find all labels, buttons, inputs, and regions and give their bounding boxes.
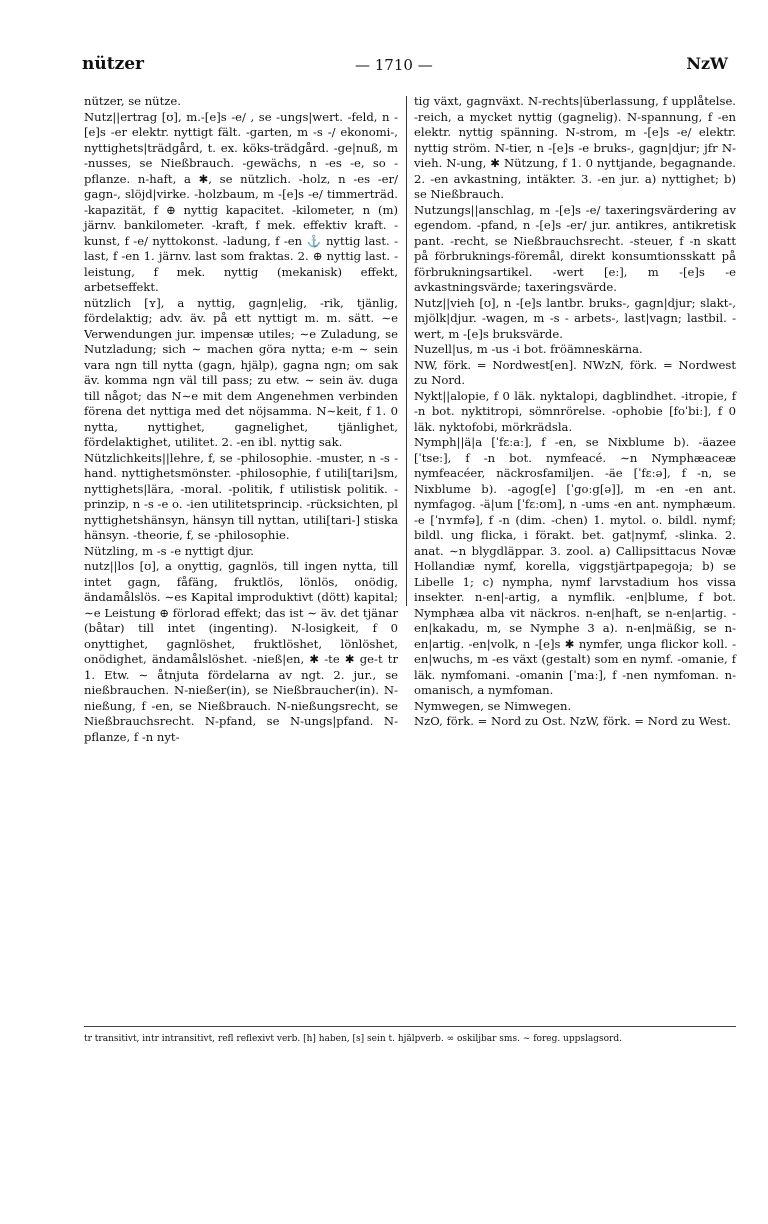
right-column: [414, 94, 736, 730]
dictionary-entry: Nymph||ä|a [ˈfɛːaː], f -en, se Nixblume b). -äazee [ˈtseː], f -n bot. nymfeacé. ∼n Nymphæaceæ nymfeacéer, näckrosfamiljen. -äe [ˈfɛːə], f -n, se Nixblume b). -agog[e] [ˈgoːg[ə]], m -en -en ant. nymfagog. -ä|um [ˈfɛːʊm], n -ums -en ant. nymphæum. -e [ˈnʏmfə], f -n (dim. -chen) 1. mytol. o. bildl. nymf; bildl. ung flicka, i förakt. bet. gat|nymf, -slinka. 2. anat. ∼n blygdläppar. 3. zool. a) Callipsittacus Novæ Hollandiæ nymf, korella, viggstjärtpapegoja; b) se Libelle 1; c) nympha, nymf larvstadium hos vissa insekter. n-en|-artig, a nymflik. -en|blume, f bot. Nymphæa alba vit näckros. n-en|haft, se n-en|artig. -en|kakadu, m, se Nymphe 3 a). n-en|mäßig, se n-en|artig. -en|volk, n -[e]s ✱ nymfer, unga flickor koll. -en|wuchs, m -es växt (gestalt) som en nymf. -omanie, f läk. nymfomani. -omanin [ˈmaː], f -nen nymfoman. n-omanisch, a nymfoman.: [414, 435, 736, 697]
dictionary-entry: Nymwegen, se Nimwegen.: [414, 698, 572, 713]
left-column: [84, 94, 398, 745]
abbreviation-key: tr transitivt, intr intransitivt, refl reflexivt verb. [h] haben, [s] sein t. hjälpverb. ∞ oskiljbar sms. ∼ foreg. uppslagsord.: [84, 1034, 622, 1044]
dictionary-entry: nutz||los [ʊ], a onyttig, gagnlös, till ingen nytta, till intet gagn, fåfäng, fruktlös, lönlös, onödig, ändamålslös. ∼es Kapital improduktivt (dött) kapital; ∼e Leistung ⊕ förlorad effekt; das ist ∼ äv. det tjänar (båtar) till intet (ingenting). N-losigkeit, f 0 onyttighet, gagnlöshet, fruktlöshet, lönlöshet, onödighet, ändamålslöshet. -nieß|en, ✱ -te ✱ ge-t tr 1. Etw. ∼ åtnjuta fördelarna av ngt. 2. jur., se nießbrauchen. N-nießer(in), se Nießbraucher(in). N-nießung, f -en, se Nießbrauch. N-nießungsrecht, se Nießbrauchsrecht. N-pfand, se N-ungs|pfand. N-pflanze, f -n nyt-: [84, 559, 398, 744]
dictionary-entry: Nutz||vieh [ʊ], n -[e]s lantbr. bruks-, gagn|djur; slakt-, mjölk|djur. -wagen, m -s - arbets-, last|vagn; lastbil. -wert, m -[e]s bruksvärde.: [414, 295, 736, 341]
dictionary-entry: Nützlichkeits||lehre, f, se -philosophie. -muster, n -s - hand. nyttighetsmönster. -philosophie, f utili[tari]sm, nyttighets|lära, -moral. -politik, f utilistisk politik. -prinzip, n -s -e o. -ien utilitetsprincip. -rücksichten, pl nyttighetshänsyn, hänsyn till nyttan, utili[tari-] stiska hänsyn. -theorie, f, se -philosophie.: [84, 450, 398, 542]
dictionary-entry: Nutz||ertrag [ʊ], m.-[e]s -e/ , se -ungs|wert. -feld, n -[e]s -er elektr. nyttigt fält. -garten, m -s -/ ekonomi-, nyttighets|trädgård, t. ex. köks-trädgård. -ge|nuß, m -nusses, se Nießbrauch. -gewächs, n -es -e, so -pflanze. n-haft, a ✱, se nützlich. -holz, n -es -er/ gagn-, slöjd|virke. -holzbaum, m -[e]s -e/ timmerträd. -kapazität, f ⊕ nyttig kapacitet. -kilometer, n (m) järnv. bankilometer. -kraft, f mek. effektiv kraft. -kunst, f -e/ nyttokonst. -ladung, f -en ⚓ nyttig last. -last, f -en 1. järnv. last som fraktas. 2. ⊕ nyttig last. -leistung, f mek. nyttig (mekanisk) effekt, arbetseffekt.: [84, 109, 398, 294]
column-divider: [406, 96, 407, 606]
dictionary-entry: nützer, se nütze.: [84, 94, 181, 108]
footer-rule: [84, 1026, 736, 1027]
dictionary-entry: Nykt||alopie, f 0 läk. nyktalopi, dagblindhet. -itropie, f -n bot. nyktitropi, sömnrörelse. -ophobie [foˈbiː], f 0 läk. nyktofobi, mörkrädsla.: [414, 388, 736, 434]
dictionary-entry: NW, förk. = Nordwest[en]. NWzN, förk. = Nordwest zu Nord.: [414, 357, 736, 387]
dictionary-entry: nützlich [ʏ], a nyttig, gagn|elig, -rik, tjänlig, fördelaktig; adv. äv. på ett nyttigt m. m. sätt. ∼e Verwendungen jur. impensæ utiles; ∼e Zuladung, se Nutzladung; sich ∼ machen göra nytta; e-m ∼ sein vara ngn till nytta (gagn, hjälp), gagna ngn; om sak äv. komma ngn väl till pass; zu etw. ∼ sein äv. duga till något; das N∼e mit dem Angenehmen verbinden förena det nyttiga med det nöjsamma. N∼keit, f 1. 0 nytta, nyttighet, gagnelighet, tjänlighet, fördelaktighet, utilitet. 2. -en ibl. nyttig sak.: [84, 295, 398, 449]
running-head-left: nützer: [82, 54, 144, 74]
dictionary-entry: Nuzell|us, m -us -i bot. fröämneskärna.: [414, 342, 643, 356]
dictionary-entry: Nützling, m -s -e nyttigt djur.: [84, 543, 254, 558]
running-head-right: NzW: [686, 54, 728, 73]
dictionary-entry: Nutzungs||anschlag, m -[e]s -e/ taxeringsvärdering av egendom. -pfand, n -[e]s -er/ jur. antikres, antikretisk pant. -recht, se Nießbrauchsrecht. -steuer, f -n skatt på förbruknings-föremål, direkt konsumtionsskatt på förbrukningsartikel. -wert [eː], m -[e]s -e avkastningsvärde; taxeringsvärde.: [414, 202, 736, 294]
dictionary-entry: tig växt, gagnväxt. N-rechts|überlassung, f upplåtelse. -reich, a mycket nyttig (gagnelig). N-spannung, f -en elektr. nyttig spänning. N-strom, m -[e]s -e/ elektr. nyttig ström. N-tier, n -[e]s -e bruks-, gagn|djur; jfr N-vieh. N-ung, ✱ Nützung, f 1. 0 nyttjande, begagnande. 2. -en avkastning, intäkter. 3. -en jur. a) nyttighet; b) se Nießbrauch.: [414, 94, 736, 201]
page-number: — 1710 —: [355, 56, 433, 74]
dictionary-entry: NzO, förk. = Nord zu Ost. NzW, förk. = Nord zu West.: [414, 714, 731, 728]
